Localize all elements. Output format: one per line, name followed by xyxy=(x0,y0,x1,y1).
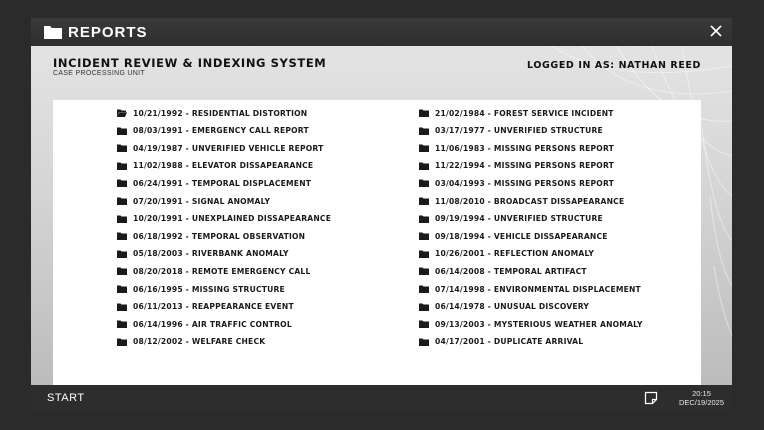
report-item[interactable] xyxy=(117,194,270,208)
logged-in-user: LOGGED IN AS: NATHAN REED xyxy=(527,60,701,71)
report-item[interactable] xyxy=(419,212,603,226)
folder-icon xyxy=(117,144,127,152)
report-label: 06/24/1991 - TEMPORAL DISPLACEMENT xyxy=(133,178,312,188)
report-label: 10/26/2001 - REFLECTION ANOMALY xyxy=(435,249,595,259)
report-label: 09/18/1994 - VEHICLE DISSAPEARANCE xyxy=(435,231,608,241)
report-label: 07/20/1991 - SIGNAL ANOMALY xyxy=(133,196,271,206)
taskbar xyxy=(31,385,732,411)
folder-icon xyxy=(419,267,429,275)
folder-icon xyxy=(117,197,127,205)
report-item[interactable] xyxy=(419,176,614,190)
report-item[interactable] xyxy=(117,141,324,155)
report-label: 11/02/1988 - ELEVATOR DISSAPEARANCE xyxy=(133,161,314,171)
open-folder-icon xyxy=(117,109,127,117)
report-item[interactable] xyxy=(117,317,292,331)
folder-icon xyxy=(117,127,127,135)
folder-icon xyxy=(117,303,127,311)
report-item[interactable] xyxy=(117,212,331,226)
report-label: 06/14/1978 - UNUSUAL DISCOVERY xyxy=(435,302,590,312)
folder-icon xyxy=(419,285,429,293)
report-label: 07/14/1998 - ENVIRONMENTAL DISPLACEMENT xyxy=(435,284,641,294)
report-label: 09/13/2003 - MYSTERIOUS WEATHER ANOMALY xyxy=(435,319,643,329)
report-item[interactable] xyxy=(117,159,313,173)
report-label: 11/08/2010 - BROADCAST DISSAPEARANCE xyxy=(435,196,625,206)
folder-icon xyxy=(419,320,429,328)
folder-icon xyxy=(419,338,429,346)
report-label: 03/04/1993 - MISSING PERSONS REPORT xyxy=(435,178,615,188)
report-label: 06/18/1992 - TEMPORAL OBSERVATION xyxy=(133,231,306,241)
report-item[interactable] xyxy=(117,106,307,120)
report-label: 10/21/1992 - RESIDENTIAL DISTORTION xyxy=(133,108,308,118)
report-item[interactable] xyxy=(419,335,583,349)
folder-icon xyxy=(117,232,127,240)
report-label: 08/12/2002 - WELFARE CHECK xyxy=(133,337,266,347)
report-label: 06/11/2013 - REAPPEARANCE EVENT xyxy=(133,302,294,312)
folder-icon xyxy=(117,338,127,346)
start-button[interactable]: START xyxy=(47,392,85,404)
report-label: 08/20/2018 - REMOTE EMERGENCY CALL xyxy=(133,266,311,276)
report-item[interactable] xyxy=(117,229,305,243)
report-label: 04/19/1987 - UNVERIFIED VEHICLE REPORT xyxy=(133,143,324,153)
report-item[interactable] xyxy=(419,124,603,138)
report-item[interactable] xyxy=(419,106,614,120)
report-item[interactable] xyxy=(117,335,265,349)
folder-icon xyxy=(419,179,429,187)
folder-icon xyxy=(117,267,127,275)
title-bar xyxy=(31,18,732,46)
close-icon[interactable] xyxy=(708,23,724,39)
report-item[interactable] xyxy=(117,176,311,190)
report-label: 06/16/1995 - MISSING STRUCTURE xyxy=(133,284,285,294)
folder-icon xyxy=(419,162,429,170)
reports-panel xyxy=(53,100,701,385)
report-label: 05/18/2003 - RIVERBANK ANOMALY xyxy=(133,249,289,259)
clock-date: DEC/19/2025 xyxy=(678,398,724,407)
report-label: 11/22/1994 - MISSING PERSONS REPORT xyxy=(435,161,615,171)
folder-icon xyxy=(419,215,429,223)
clock-time: 20:15 xyxy=(692,389,711,398)
folder-icon xyxy=(419,197,429,205)
folder-icon xyxy=(117,179,127,187)
note-icon[interactable] xyxy=(644,391,658,405)
reports-window xyxy=(31,18,732,385)
unit-subtitle: CASE PROCESSING UNIT xyxy=(53,70,145,77)
system-title: INCIDENT REVIEW & INDEXING SYSTEM xyxy=(53,56,327,70)
report-label: 08/03/1991 - EMERGENCY CALL REPORT xyxy=(133,126,309,136)
window-content xyxy=(31,46,732,385)
folder-icon xyxy=(419,232,429,240)
folder-icon xyxy=(117,285,127,293)
report-label: 06/14/2008 - TEMPORAL ARTIFACT xyxy=(435,266,587,276)
report-item[interactable] xyxy=(419,317,643,331)
report-label: 03/17/1977 - UNVERIFIED STRUCTURE xyxy=(435,126,603,136)
report-item[interactable] xyxy=(419,264,587,278)
report-label: 09/19/1994 - UNVERIFIED STRUCTURE xyxy=(435,214,603,224)
report-label: 04/17/2001 - DUPLICATE ARRIVAL xyxy=(435,337,584,347)
report-label: 06/14/1996 - AIR TRAFFIC CONTROL xyxy=(133,319,292,329)
report-label: 10/20/1991 - UNEXPLAINED DISSAPEARANCE xyxy=(133,214,332,224)
report-item[interactable] xyxy=(117,247,289,261)
report-item[interactable] xyxy=(117,300,294,314)
report-label: 11/06/1983 - MISSING PERSONS REPORT xyxy=(435,143,615,153)
folder-icon xyxy=(117,162,127,170)
folder-icon xyxy=(117,215,127,223)
folder-icon xyxy=(43,24,63,40)
report-item[interactable] xyxy=(419,247,594,261)
report-label: 21/02/1984 - FOREST SERVICE INCIDENT xyxy=(435,108,614,118)
report-item[interactable] xyxy=(419,282,641,296)
report-item[interactable] xyxy=(419,159,614,173)
report-item[interactable] xyxy=(419,141,614,155)
clock xyxy=(679,389,724,407)
report-item[interactable] xyxy=(419,229,608,243)
report-item[interactable] xyxy=(117,282,285,296)
folder-icon xyxy=(419,144,429,152)
folder-icon xyxy=(117,320,127,328)
report-item[interactable] xyxy=(117,124,309,138)
window-title: REPORTS xyxy=(68,24,148,41)
folder-icon xyxy=(117,250,127,258)
report-item[interactable] xyxy=(419,194,624,208)
folder-icon xyxy=(419,250,429,258)
folder-icon xyxy=(419,109,429,117)
folder-icon xyxy=(419,127,429,135)
report-item[interactable] xyxy=(117,264,311,278)
folder-icon xyxy=(419,303,429,311)
report-item[interactable] xyxy=(419,300,589,314)
